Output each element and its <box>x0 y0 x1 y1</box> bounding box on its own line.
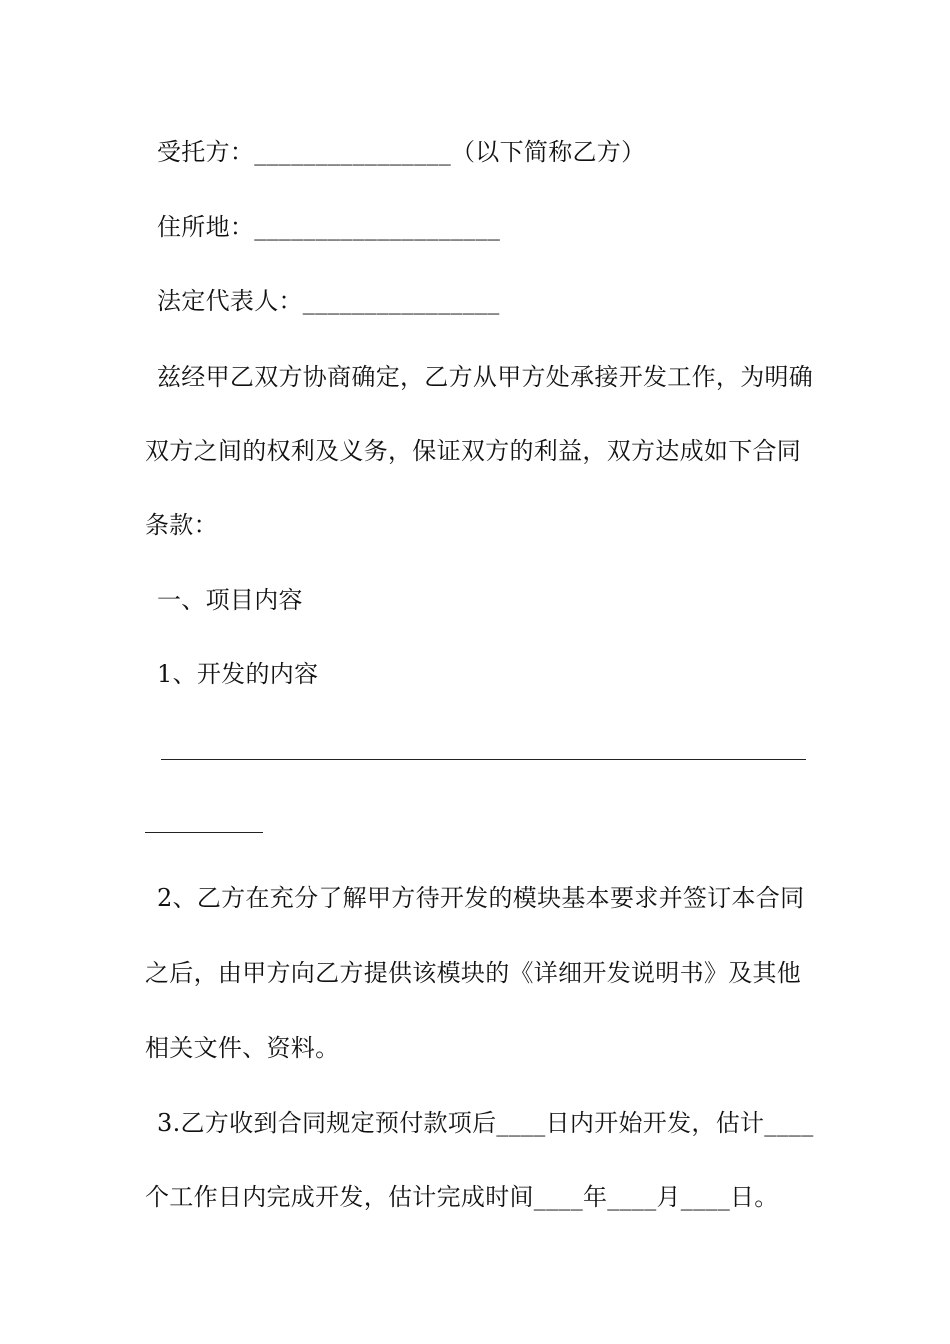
item-3-line-1: 3.乙方收到合同规定预付款项后____日内开始开发，估计____ <box>157 1109 814 1137</box>
address-line: 住所地：____________________ <box>157 213 501 241</box>
paragraph-intro-line-3: 条款： <box>145 511 218 539</box>
item-2-line-3: 相关文件、资料。 <box>145 1034 340 1062</box>
section-heading: 一、项目内容 <box>157 586 303 614</box>
item-2-line-1: 2、乙方在充分了解甲方待开发的模块基本要求并签订本合同 <box>157 884 805 912</box>
item-1-heading: 1、开发的内容 <box>157 660 319 688</box>
legal-representative-line: 法定代表人：________________ <box>157 287 500 315</box>
trustee-line: 受托方：________________（以下简称乙方） <box>157 138 646 166</box>
item-3-line-2: 个工作日内完成开发，估计完成时间____年____月____日。 <box>145 1183 779 1211</box>
blank-fill-line-short <box>145 832 263 833</box>
paragraph-intro-line-1: 兹经甲乙双方协商确定，乙方从甲方处承接开发工作，为明确 <box>157 363 814 391</box>
item-2-line-2: 之后，由甲方向乙方提供该模块的《详细开发说明书》及其他 <box>145 959 802 987</box>
paragraph-intro-line-2: 双方之间的权利及义务，保证双方的利益，双方达成如下合同 <box>145 437 802 465</box>
blank-fill-line-long <box>161 759 806 760</box>
